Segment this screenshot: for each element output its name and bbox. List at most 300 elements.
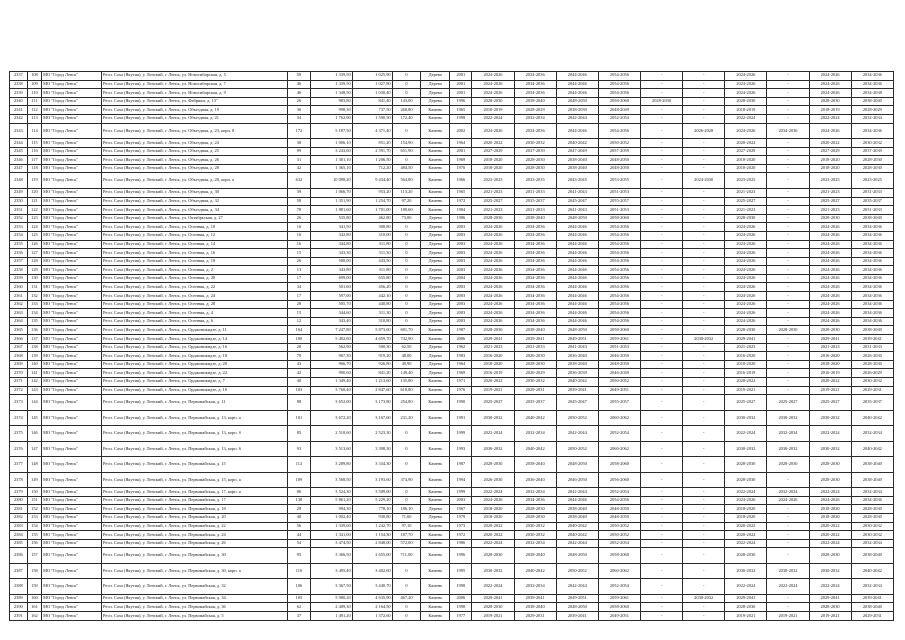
cell-item-number: 150: [27, 488, 41, 497]
cell-period-8: -: [767, 72, 809, 81]
cell-period-4: 2052-2054: [598, 426, 640, 442]
cell-period-9: 2024-2026: [809, 231, 851, 240]
cell-apartments: 15: [288, 249, 310, 258]
cell-municipality: МО "Город Ленск": [42, 531, 102, 540]
cell-period-3: 2050-2052: [556, 563, 598, 579]
cell-apartments: 31: [288, 156, 310, 165]
cell-period-9: 2020-2022: [809, 531, 851, 540]
cell-item-number: 133: [27, 300, 41, 309]
cell-address: Респ. Саха (Якутия), у. Ленский, г. Ленск, ул. Первомайская, д. 15, корп. а: [102, 472, 288, 488]
cell-period-1: 2028-2030: [472, 457, 514, 473]
cell-municipality: МО "Город Ленск": [42, 309, 102, 318]
cell-period-2: 2028-2030: [514, 505, 556, 514]
cell-living-area: 930,80: [352, 513, 392, 522]
cell-period-10: 2034-2038: [851, 89, 893, 98]
table-row: [10, 335, 894, 344]
cell-row-number: 2378: [10, 472, 28, 488]
cell-period-1: 2020-2022: [472, 522, 514, 531]
cell-period-10: 2034-2036: [851, 309, 893, 318]
cell-period-5: -: [640, 352, 682, 361]
cell-apartments: 28: [288, 505, 310, 514]
cell-period-3: 2048-2050: [556, 97, 598, 106]
cell-period-3: 2041-2043: [556, 343, 598, 352]
cell-total-area: 1 066,70: [310, 188, 352, 197]
cell-item-number: 141: [27, 369, 41, 378]
cell-period-5: -: [640, 343, 682, 352]
cell-period-6: -: [683, 206, 725, 215]
cell-period-4: 2050-2052: [598, 378, 640, 387]
cell-period-8: -: [767, 360, 809, 369]
cell-nonliving-area: 143,00: [392, 97, 421, 106]
cell-period-3: 2044-2046: [556, 266, 598, 275]
cell-row-number: 2374: [10, 410, 28, 426]
cell-total-area: 5 861,20: [310, 496, 352, 505]
cell-year-built: 1987: [450, 457, 472, 473]
cell-municipality: МО "Город Ленск": [42, 505, 102, 514]
cell-apartments: 12: [288, 317, 310, 326]
cell-period-10: 2029-2031: [851, 386, 893, 395]
cell-period-7: 2024-2026: [725, 249, 767, 258]
cell-period-7: 2024-2026: [725, 309, 767, 318]
cell-period-5: -: [640, 426, 682, 442]
cell-period-2: 2031-2033: [514, 188, 556, 197]
cell-period-2: 2029-2031: [514, 386, 556, 395]
cell-address: Респ. Саха (Якутия), у. Ленский, г. Ленск, ул. Орджоникидзе, д. 14: [102, 335, 288, 344]
cell-period-10: 2032-2034: [851, 426, 893, 442]
cell-period-7: 2030-2032: [725, 410, 767, 426]
cell-period-1: 2018-2019: [472, 106, 514, 115]
cell-municipality: МО "Город Ленск": [42, 147, 102, 156]
cell-item-number: 159: [27, 579, 41, 595]
table-row: [10, 231, 894, 240]
cell-period-10: 2034-2036: [851, 274, 893, 283]
cell-period-2: 2040-2042: [514, 441, 556, 457]
cell-address: Респ. Саха (Якутия), у. Ленский, г. Ленск, ул. Орджоникидзе, д. 7: [102, 378, 288, 387]
cell-row-number: 2384: [10, 531, 28, 540]
cell-wall-material: Камень: [421, 563, 450, 579]
cell-item-number: 134: [27, 309, 41, 318]
cell-period-5: -: [640, 378, 682, 387]
cell-period-4: 2048-2050: [598, 513, 640, 522]
table-row: [10, 386, 894, 395]
cell-period-6: -: [683, 72, 725, 81]
cell-address: Респ. Саха (Якутия), у. Ленский, г. Ленск, ул. Объездная, д. 25: [102, 147, 288, 156]
cell-nonliving-area: 618,80: [392, 386, 421, 395]
cell-period-1: 2022-2024: [472, 426, 514, 442]
cell-period-9: 2022-2024: [809, 579, 851, 595]
cell-period-9: 2023-2025: [809, 173, 851, 189]
cell-period-6: -: [683, 156, 725, 165]
cell-period-6: -: [683, 496, 725, 505]
cell-municipality: МО "Город Ленск": [42, 513, 102, 522]
cell-address: Респ. Саха (Якутия), у. Ленский, г. Ленск, ул. Орджоникидзе, д. 20: [102, 360, 288, 369]
cell-living-area: 2 655,00: [352, 548, 392, 564]
cell-total-area: 983,80: [310, 97, 352, 106]
cell-year-built: 2001: [450, 80, 472, 89]
cell-municipality: МО "Город Ленск": [42, 72, 102, 81]
cell-period-3: 2044-2046: [556, 249, 598, 258]
cell-period-1: 2022-2024: [472, 539, 514, 548]
cell-period-2: 2037-2039: [514, 147, 556, 156]
cell-total-area: 505,70: [310, 300, 352, 309]
cell-period-2: 2031-2033: [514, 343, 556, 352]
cell-wall-material: Дерево: [421, 80, 450, 89]
cell-year-built: 1970: [450, 164, 472, 173]
cell-period-1: 2023-2025: [472, 173, 514, 189]
cell-year-built: 1986: [450, 214, 472, 223]
cell-period-10: 2034-2036: [851, 240, 893, 249]
cell-wall-material: Камень: [421, 522, 450, 531]
cell-period-8: 2030-2032: [767, 410, 809, 426]
cell-period-9: 2024-2026: [809, 309, 851, 318]
cell-period-8: 2028-2030: [767, 326, 809, 335]
cell-period-7: 2028-2030: [725, 548, 767, 564]
cell-period-1: 2025-2027: [472, 197, 514, 206]
cell-apartments: 54: [288, 539, 310, 548]
cell-living-area: 1 213,60: [352, 378, 392, 387]
cell-item-number: 121: [27, 197, 41, 206]
cell-year-built: 1996: [450, 97, 472, 106]
cell-period-9: 2024-2026: [809, 249, 851, 258]
cell-row-number: 2371: [10, 378, 28, 387]
cell-living-area: 1 027,80: [352, 80, 392, 89]
cell-period-4: 2058-2060: [598, 97, 640, 106]
cell-municipality: МО "Город Ленск": [42, 563, 102, 579]
cell-period-5: -: [640, 441, 682, 457]
table-row: [10, 240, 894, 249]
cell-period-6: -: [683, 513, 725, 522]
table-row: [10, 579, 894, 595]
cell-row-number: 2353: [10, 223, 28, 232]
cell-municipality: МО "Город Ленск": [42, 257, 102, 266]
cell-period-5: -: [640, 326, 682, 335]
cell-municipality: МО "Город Ленск": [42, 214, 102, 223]
cell-period-9: 2018-2020: [809, 505, 851, 514]
table-row: [10, 548, 894, 564]
cell-period-8: -: [767, 257, 809, 266]
cell-apartments: 16: [288, 223, 310, 232]
cell-apartments: 93: [288, 441, 310, 457]
cell-period-8: -: [767, 197, 809, 206]
cell-period-2: 2026-2029: [514, 369, 556, 378]
cell-wall-material: Камень: [421, 612, 450, 621]
cell-apartments: 42: [288, 164, 310, 173]
cell-row-number: 2339: [10, 89, 28, 98]
cell-item-number: 109: [27, 80, 41, 89]
cell-period-8: -: [767, 114, 809, 123]
table-row: [10, 266, 894, 275]
cell-total-area: 343,80: [310, 266, 352, 275]
cell-period-5: -: [640, 223, 682, 232]
cell-period-4: 2048-2050: [598, 505, 640, 514]
cell-address: Респ. Саха (Якутия), у. Ленский, г. Ленск, ул. Объездная, д. 34: [102, 206, 288, 215]
cell-period-3: 2039-2041: [556, 612, 598, 621]
cell-nonliving-area: 564,80: [392, 173, 421, 189]
cell-wall-material: Дерево: [421, 231, 450, 240]
cell-period-1: 2018-2020: [472, 513, 514, 522]
table-row: [10, 539, 894, 548]
cell-period-3: 2044-2046: [556, 317, 598, 326]
cell-period-9: 2024-2026: [809, 274, 851, 283]
cell-period-7: 2024-2026: [725, 72, 767, 81]
cell-row-number: 2349: [10, 188, 28, 197]
cell-period-3: 2044-2046: [556, 274, 598, 283]
cell-municipality: МО "Город Ленск": [42, 369, 102, 378]
cell-period-8: -: [767, 164, 809, 173]
cell-period-2: 2028-2030: [514, 164, 556, 173]
cell-period-5: -: [640, 563, 682, 579]
cell-apartments: 26: [288, 97, 310, 106]
cell-nonliving-area: 742,90: [392, 335, 421, 344]
table-row: [10, 395, 894, 411]
cell-period-1: 2024-2026: [472, 231, 514, 240]
cell-period-6: -: [683, 579, 725, 595]
cell-period-5: -: [640, 457, 682, 473]
cell-period-6: -: [683, 352, 725, 361]
table-row: [10, 472, 894, 488]
cell-period-1: 2027-2029: [472, 147, 514, 156]
table-row: [10, 496, 894, 505]
cell-period-5: -: [640, 612, 682, 621]
cell-period-3: 2040-2042: [556, 378, 598, 387]
cell-period-1: 2024-2026: [472, 292, 514, 301]
cell-item-number: 156: [27, 539, 41, 548]
cell-address: Респ. Саха (Якутия), у. Ленский, г. Ленск, ул. Объездная, д. 32: [102, 197, 288, 206]
cell-address: Респ. Саха (Якутия), у. Ленский, г. Ленск, ул. Первомайская, д. 30, корп. а: [102, 563, 288, 579]
cell-period-10: 2031-2033: [851, 188, 893, 197]
cell-wall-material: Камень: [421, 410, 450, 426]
cell-period-10: 2038-2040: [851, 603, 893, 612]
cell-total-area: 3 760,40: [310, 386, 352, 395]
cell-period-3: 2036-2039: [556, 369, 598, 378]
cell-period-6: -: [683, 292, 725, 301]
cell-nonliving-area: 651,90: [392, 147, 421, 156]
cell-period-4: 2048-2050: [598, 360, 640, 369]
cell-total-area: 343,40: [310, 317, 352, 326]
cell-period-10: 2034-2036: [851, 496, 893, 505]
cell-wall-material: Дерево: [421, 369, 450, 378]
cell-period-8: -: [767, 173, 809, 189]
cell-total-area: 597,00: [310, 292, 352, 301]
cell-year-built: 1969: [450, 156, 472, 165]
cell-period-8: -: [767, 223, 809, 232]
cell-year-built: 1999: [450, 426, 472, 442]
cell-period-1: 2024-2026: [472, 300, 514, 309]
cell-year-built: 2003: [450, 223, 472, 232]
cell-period-1: 2024-2026: [472, 274, 514, 283]
cell-year-built: 1998: [450, 114, 472, 123]
cell-period-6: -: [683, 472, 725, 488]
cell-row-number: 2370: [10, 369, 28, 378]
cell-municipality: МО "Город Ленск": [42, 97, 102, 106]
cell-period-9: 2021-2023: [809, 206, 851, 215]
cell-apartments: 37: [288, 612, 310, 621]
cell-living-area: 2 523,30: [352, 426, 392, 442]
table-row: [10, 441, 894, 457]
cell-period-1: 2030-2032: [472, 410, 514, 426]
cell-period-7: 2018-2020: [725, 505, 767, 514]
cell-item-number: 160: [27, 594, 41, 603]
cell-row-number: 2340: [10, 97, 28, 106]
cell-municipality: МО "Город Ленск": [42, 343, 102, 352]
cell-period-9: 2018-2020: [809, 513, 851, 522]
cell-municipality: МО "Город Ленск": [42, 594, 102, 603]
cell-wall-material: Камень: [421, 386, 450, 395]
cell-address: Респ. Саха (Якутия), у. Ленский, г. Ленск, ул. Объездная, д. 21: [102, 114, 288, 123]
cell-living-area: 308,80: [352, 223, 392, 232]
cell-period-6: -: [683, 457, 725, 473]
cell-apartments: 164: [288, 326, 310, 335]
cell-period-3: 2044-2046: [556, 80, 598, 89]
cell-period-4: 2054-2056: [598, 123, 640, 139]
table-row: [10, 173, 894, 189]
cell-item-number: 108: [27, 72, 41, 81]
cell-period-10: 2034-2036: [851, 283, 893, 292]
cell-period-8: -: [767, 603, 809, 612]
cell-nonliving-area: 0: [392, 156, 421, 165]
cell-period-4: 2054-2056: [598, 72, 640, 81]
cell-nonliving-area: 48,00: [392, 352, 421, 361]
cell-municipality: МО "Город Ленск": [42, 335, 102, 344]
cell-period-5: -: [640, 106, 682, 115]
cell-period-1: 2028-2030: [472, 603, 514, 612]
cell-period-9: 2024-2026: [809, 317, 851, 326]
cell-period-9: 2022-2024: [809, 539, 851, 548]
cell-period-7: 2024-2026: [725, 257, 767, 266]
cell-item-number: 127: [27, 249, 41, 258]
cell-year-built: 1996: [450, 548, 472, 564]
cell-municipality: МО "Город Ленск": [42, 579, 102, 595]
cell-period-3: 2044-2046: [556, 123, 598, 139]
cell-item-number: 140: [27, 360, 41, 369]
cell-period-7: 2022-2024: [725, 114, 767, 123]
cell-total-area: 1 339,50: [310, 80, 352, 89]
cell-period-6: -: [683, 505, 725, 514]
cell-apartments: 106: [288, 579, 310, 595]
cell-period-10: 2034-2036: [851, 80, 893, 89]
cell-year-built: 1972: [450, 531, 472, 540]
cell-total-area: 500,00: [310, 257, 352, 266]
cell-living-area: 311,80: [352, 266, 392, 275]
cell-living-area: 919,20: [352, 352, 392, 361]
cell-period-5: -: [640, 603, 682, 612]
cell-item-number: 125: [27, 231, 41, 240]
cell-apartments: 95: [288, 548, 310, 564]
cell-total-area: 1 002,40: [310, 513, 352, 522]
cell-total-area: 3 243,60: [310, 147, 352, 156]
cell-address: Респ. Саха (Якутия), у. Ленский, г. Ленск, ул. Первомайская, д. 36: [102, 603, 288, 612]
cell-municipality: МО "Город Ленск": [42, 522, 102, 531]
cell-period-2: 2034-2036: [514, 309, 556, 318]
cell-nonliving-area: 0: [392, 231, 421, 240]
cell-period-2: 2032-2034: [514, 114, 556, 123]
cell-item-number: 115: [27, 139, 41, 148]
cell-period-3: 2044-2046: [556, 496, 598, 505]
cell-address: Респ. Саха (Якутия), у. Ленский, г. Ленск, ул. Первомайская, д. 17, корп. а: [102, 488, 288, 497]
cell-period-7: 2028-2030: [725, 97, 767, 106]
table-row: [10, 188, 894, 197]
cell-period-3: 2044-2046: [556, 89, 598, 98]
cell-period-10: 2032-2034: [851, 488, 893, 497]
cell-year-built: 2003: [450, 309, 472, 318]
cell-period-4: 2052-2054: [598, 579, 640, 595]
table-row: [10, 156, 894, 165]
cell-period-7: 2024-2026: [725, 80, 767, 89]
cell-period-7: 2024-2026: [725, 283, 767, 292]
cell-period-9: 2028-2030: [809, 457, 851, 473]
cell-address: Респ. Саха (Якутия), у. Ленский, г. Ленск, ул. Объездная, д. 19: [102, 106, 288, 115]
cell-row-number: 2376: [10, 441, 28, 457]
cell-period-1: 2022-2024: [472, 114, 514, 123]
cell-period-7: 2016-2020: [725, 352, 767, 361]
cell-row-number: 2354: [10, 231, 28, 240]
cell-period-6: -: [683, 266, 725, 275]
cell-period-2: 2028-2030: [514, 156, 556, 165]
cell-address: Респ. Саха (Якутия), у. Ленский, г. Ленск, ул. Первомайская, д. 13, корп. б: [102, 426, 288, 442]
cell-period-6: 2030-2032: [683, 594, 725, 603]
cell-period-10: 2040-2042: [851, 441, 893, 457]
cell-year-built: 2003: [450, 231, 472, 240]
cell-period-1: 2019-2021: [472, 612, 514, 621]
cell-period-6: -: [683, 612, 725, 621]
table-row: [10, 531, 894, 540]
cell-period-8: -: [767, 300, 809, 309]
cell-period-10: 2034-2036: [851, 300, 893, 309]
cell-nonliving-area: 0: [392, 240, 421, 249]
cell-address: Респ. Саха (Якутия), у. Ленский, г. Ленск, ул. Осенняя, д. 14: [102, 240, 288, 249]
cell-period-7: 2018-2020: [725, 513, 767, 522]
table-row: [10, 214, 894, 223]
cell-period-8: -: [767, 106, 809, 115]
cell-period-5: -: [640, 266, 682, 275]
cell-period-5: -: [640, 114, 682, 123]
table-row: [10, 106, 894, 115]
cell-period-4: 2054-2056: [598, 496, 640, 505]
cell-wall-material: Камень: [421, 156, 450, 165]
cell-period-9: 2020-2022: [809, 139, 851, 148]
cell-year-built: 1962: [450, 343, 472, 352]
cell-apartments: 15: [288, 309, 310, 318]
cell-period-10: 2038-2040: [851, 97, 893, 106]
cell-period-6: 2024-2030: [683, 173, 725, 189]
cell-item-number: 142: [27, 378, 41, 387]
cell-period-1: 2024-2026: [472, 266, 514, 275]
cell-period-7: 2030-2032: [725, 441, 767, 457]
cell-period-5: 2028-2030: [640, 97, 682, 106]
table-row: [10, 123, 894, 139]
cell-total-area: 1 341,00: [310, 531, 352, 540]
cell-total-area: 1 348,50: [310, 89, 352, 98]
cell-period-3: 2038-2040: [556, 505, 598, 514]
cell-period-6: -: [683, 97, 725, 106]
cell-year-built: 1987: [450, 326, 472, 335]
table-row: [10, 223, 894, 232]
cell-period-5: -: [640, 257, 682, 266]
cell-total-area: 1 006,10: [310, 139, 352, 148]
cell-row-number: 2389: [10, 594, 28, 603]
cell-period-6: -: [683, 317, 725, 326]
cell-period-8: -: [767, 335, 809, 344]
cell-municipality: МО "Город Ленск": [42, 539, 102, 548]
cell-year-built: 1995: [450, 563, 472, 579]
cell-living-area: 1 254,70: [352, 197, 392, 206]
cell-municipality: МО "Город Ленск": [42, 164, 102, 173]
cell-period-4: 2050-2052: [598, 531, 640, 540]
cell-period-1: 2020-2022: [472, 378, 514, 387]
cell-address: Респ. Саха (Якутия), у. Ленский, г. Ленск, ул. Осенняя, д. 28: [102, 300, 288, 309]
cell-total-area: 1 491,20: [310, 612, 352, 621]
cell-period-10: 2032-2034: [851, 114, 893, 123]
